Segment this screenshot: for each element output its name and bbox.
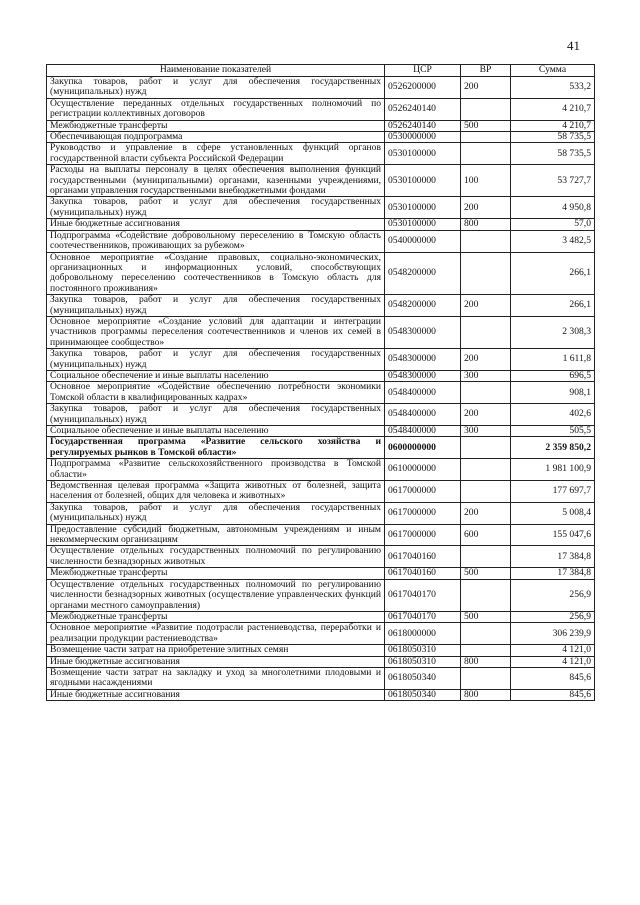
table-row — [47, 546, 595, 568]
table-row — [47, 645, 595, 656]
row-csr-cell: 0618000000 — [385, 623, 461, 645]
table-row — [47, 623, 595, 645]
row-sum-cell: 1 611,8 — [511, 349, 595, 371]
row-sum-cell: 266,1 — [511, 295, 595, 317]
row-csr-cell: 0618050340 — [385, 689, 461, 700]
row-vr-cell: 200 — [461, 502, 511, 524]
table-row — [47, 382, 595, 404]
row-csr-cell: 0530100000 — [385, 143, 461, 165]
row-name-cell: Иные бюджетные ассигнования — [47, 689, 385, 700]
row-sum-cell: 845,6 — [511, 667, 595, 689]
table-row — [47, 656, 595, 667]
row-vr-cell — [461, 623, 511, 645]
row-name-cell: Основное мероприятие «Развитие подотрасли растениеводства, переработки и реализации продукции растениеводства» — [47, 623, 385, 645]
row-sum-cell: 177 697,7 — [511, 481, 595, 503]
row-vr-cell: 200 — [461, 404, 511, 426]
row-vr-cell — [461, 481, 511, 503]
row-sum-cell: 306 239,9 — [511, 623, 595, 645]
page-number: 41 — [567, 38, 580, 53]
row-sum-cell: 696,5 — [511, 370, 595, 381]
table-header-row — [47, 65, 595, 77]
row-vr-cell: 200 — [461, 349, 511, 371]
table-row — [47, 667, 595, 689]
row-csr-cell: 0617040170 — [385, 611, 461, 622]
row-name-cell: Социальное обеспечение и иные выплаты населению — [47, 426, 385, 437]
row-vr-cell — [461, 546, 511, 568]
row-name-cell: Закупка товаров, работ и услуг для обеспечения государственных (муниципальных) нужд — [47, 77, 385, 99]
table-row — [47, 502, 595, 524]
row-csr-cell: 0548300000 — [385, 316, 461, 348]
row-vr-cell — [461, 667, 511, 689]
row-name-cell: Иные бюджетные ассигнования — [47, 656, 385, 667]
table-row — [47, 219, 595, 230]
row-csr-cell: 0540000000 — [385, 230, 461, 252]
row-name-cell: Руководство и управление в сфере установленных функций органов государственной власти субъекта Российской Федерации — [47, 143, 385, 165]
row-vr-cell: 800 — [461, 219, 511, 230]
row-name-cell: Межбюджетные трансферты — [47, 120, 385, 131]
row-vr-cell: 800 — [461, 656, 511, 667]
table-row — [47, 349, 595, 371]
table-row — [47, 295, 595, 317]
table-row — [47, 120, 595, 131]
table-row — [47, 459, 595, 481]
row-sum-cell: 402,6 — [511, 404, 595, 426]
row-vr-cell: 300 — [461, 370, 511, 381]
table-row — [47, 230, 595, 252]
row-sum-cell: 58 735,5 — [511, 143, 595, 165]
row-name-cell: Основное мероприятие «Создание условий для адаптации и интеграции участников программы переселения соотечественников и членов их семей в принимающее сообщество» — [47, 316, 385, 348]
row-sum-cell: 845,6 — [511, 689, 595, 700]
row-csr-cell: 0526240140 — [385, 98, 461, 120]
row-csr-cell: 0610000000 — [385, 459, 461, 481]
row-name-cell: Ведомственная целевая программа «Защита животных от болезней, защита населения от болезней, общих для человека и животных» — [47, 481, 385, 503]
table-row — [47, 370, 595, 381]
row-csr-cell: 0526200000 — [385, 77, 461, 99]
row-sum-cell: 5 008,4 — [511, 502, 595, 524]
row-name-cell: Основное мероприятие «Создание правовых, социально-экономических, организационных и информационных условий, способствующих добровольному переселению соотечественников в Томскую область для постоянного проживания» — [47, 252, 385, 295]
row-vr-cell — [461, 252, 511, 295]
row-sum-cell: 266,1 — [511, 252, 595, 295]
row-name-cell: Возмещение части затрат на закладку и уход за многолетними плодовыми и ягодными насаждениями — [47, 667, 385, 689]
row-sum-cell: 53 727,7 — [511, 165, 595, 197]
row-vr-cell: 800 — [461, 689, 511, 700]
row-csr-cell: 0548300000 — [385, 349, 461, 371]
row-name-cell: Обеспечивающая подпрограмма — [47, 132, 385, 143]
row-name-cell: Предоставление субсидий бюджетным, автономным учреждениям и иным некоммерческим организациям — [47, 524, 385, 546]
row-csr-cell: 0617040160 — [385, 568, 461, 579]
table-row — [47, 77, 595, 99]
budget-table — [46, 64, 595, 701]
row-vr-cell — [461, 382, 511, 404]
row-sum-cell: 4 950,8 — [511, 197, 595, 219]
row-csr-cell: 0618050340 — [385, 667, 461, 689]
row-name-cell: Иные бюджетные ассигнования — [47, 219, 385, 230]
row-vr-cell — [461, 579, 511, 611]
row-sum-cell: 4 121,0 — [511, 645, 595, 656]
row-csr-cell: 0617040170 — [385, 579, 461, 611]
row-csr-cell: 0530100000 — [385, 165, 461, 197]
row-csr-cell: 0548300000 — [385, 370, 461, 381]
row-csr-cell: 0548400000 — [385, 426, 461, 437]
row-name-cell: Осуществление отдельных государственных полномочий по регулированию численности безнадзорных животных — [47, 546, 385, 568]
row-sum-cell: 4 121,0 — [511, 656, 595, 667]
row-sum-cell: 533,2 — [511, 77, 595, 99]
table-row — [47, 132, 595, 143]
row-name-cell: Закупка товаров, работ и услуг для обеспечения государственных (муниципальных) нужд — [47, 502, 385, 524]
row-name-cell: Межбюджетные трансферты — [47, 611, 385, 622]
row-sum-cell: 2 359 850,2 — [511, 437, 595, 459]
row-name-cell: Закупка товаров, работ и услуг для обеспечения государственных (муниципальных) нужд — [47, 295, 385, 317]
row-vr-cell: 300 — [461, 426, 511, 437]
table-row — [47, 568, 595, 579]
table-row — [47, 579, 595, 611]
row-vr-cell: 600 — [461, 524, 511, 546]
row-sum-cell: 57,0 — [511, 219, 595, 230]
row-sum-cell: 3 482,5 — [511, 230, 595, 252]
row-vr-cell — [461, 143, 511, 165]
row-csr-cell: 0548400000 — [385, 382, 461, 404]
row-name-cell: Закупка товаров, работ и услуг для обеспечения государственных (муниципальных) нужд — [47, 197, 385, 219]
row-vr-cell — [461, 132, 511, 143]
row-vr-cell: 200 — [461, 295, 511, 317]
row-sum-cell: 4 210,7 — [511, 120, 595, 131]
row-name-cell: Основное мероприятие «Содействие обеспечению потребности экономики Томской области в квалифицированных кадрах» — [47, 382, 385, 404]
row-vr-cell — [461, 98, 511, 120]
row-csr-cell: 0548200000 — [385, 295, 461, 317]
header-vr: ВР — [461, 65, 511, 77]
table-row — [47, 165, 595, 197]
row-vr-cell: 200 — [461, 197, 511, 219]
row-vr-cell: 200 — [461, 77, 511, 99]
row-vr-cell: 100 — [461, 165, 511, 197]
row-name-cell: Осуществление переданных отдельных государственных полномочий по регистрации коллективных договоров — [47, 98, 385, 120]
row-name-cell: Закупка товаров, работ и услуг для обеспечения государственных (муниципальных) нужд — [47, 349, 385, 371]
row-vr-cell — [461, 230, 511, 252]
table-row — [47, 404, 595, 426]
row-sum-cell: 17 384,8 — [511, 546, 595, 568]
header-sum: Сумма — [511, 65, 595, 77]
row-name-cell: Расходы на выплаты персоналу в целях обеспечения выполнения функций государственными (муниципальными) органами, казенными учреждениями, органами управления государственными внебюджетными фондами — [47, 165, 385, 197]
row-csr-cell: 0530100000 — [385, 219, 461, 230]
row-sum-cell: 908,1 — [511, 382, 595, 404]
row-vr-cell — [461, 316, 511, 348]
row-sum-cell: 256,9 — [511, 579, 595, 611]
row-vr-cell: 500 — [461, 611, 511, 622]
table-row — [47, 481, 595, 503]
row-csr-cell: 0548400000 — [385, 404, 461, 426]
table-row — [47, 252, 595, 295]
row-name-cell: Подпрограмма «Содействие добровольному переселению в Томскую область соотечественников, проживающих за рубежом» — [47, 230, 385, 252]
row-vr-cell — [461, 459, 511, 481]
row-name-cell: Государственная программа «Развитие сельского хозяйства и регулируемых рынков в Томской области» — [47, 437, 385, 459]
table-row — [47, 689, 595, 700]
table-body — [47, 77, 595, 701]
row-name-cell: Осуществление отдельных государственных полномочий по регулированию численности безнадзорных животных (осуществление управленческих функций органами местного самоуправления) — [47, 579, 385, 611]
row-name-cell: Межбюджетные трансферты — [47, 568, 385, 579]
row-sum-cell: 1 981 100,9 — [511, 459, 595, 481]
row-sum-cell: 155 047,6 — [511, 524, 595, 546]
row-sum-cell: 58 735,5 — [511, 132, 595, 143]
row-vr-cell: 500 — [461, 568, 511, 579]
row-csr-cell: 0600000000 — [385, 437, 461, 459]
table-row — [47, 143, 595, 165]
row-sum-cell: 256,9 — [511, 611, 595, 622]
row-name-cell: Закупка товаров, работ и услуг для обеспечения государственных (муниципальных) нужд — [47, 404, 385, 426]
header-name: Наименование показателей — [47, 65, 385, 77]
row-csr-cell: 0618050310 — [385, 645, 461, 656]
row-name-cell: Социальное обеспечение и иные выплаты населению — [47, 370, 385, 381]
table-row — [47, 197, 595, 219]
table-row — [47, 426, 595, 437]
row-sum-cell: 17 384,8 — [511, 568, 595, 579]
row-csr-cell: 0618050310 — [385, 656, 461, 667]
row-csr-cell: 0617000000 — [385, 524, 461, 546]
row-sum-cell: 505,5 — [511, 426, 595, 437]
row-vr-cell — [461, 437, 511, 459]
row-csr-cell: 0617000000 — [385, 502, 461, 524]
row-vr-cell — [461, 645, 511, 656]
table-row — [47, 437, 595, 459]
row-csr-cell: 0530100000 — [385, 197, 461, 219]
row-csr-cell: 0526240140 — [385, 120, 461, 131]
table-row — [47, 524, 595, 546]
table-row — [47, 98, 595, 120]
table-row — [47, 611, 595, 622]
row-csr-cell: 0548200000 — [385, 252, 461, 295]
row-sum-cell: 2 308,3 — [511, 316, 595, 348]
row-name-cell: Возмещение части затрат на приобретение элитных семян — [47, 645, 385, 656]
header-csr: ЦСР — [385, 65, 461, 77]
table-row — [47, 316, 595, 348]
row-csr-cell: 0530000000 — [385, 132, 461, 143]
row-vr-cell: 500 — [461, 120, 511, 131]
row-sum-cell: 4 210,7 — [511, 98, 595, 120]
row-name-cell: Подпрограмма «Развитие сельскохозяйственного производства в Томской области» — [47, 459, 385, 481]
row-csr-cell: 0617000000 — [385, 481, 461, 503]
row-csr-cell: 0617040160 — [385, 546, 461, 568]
